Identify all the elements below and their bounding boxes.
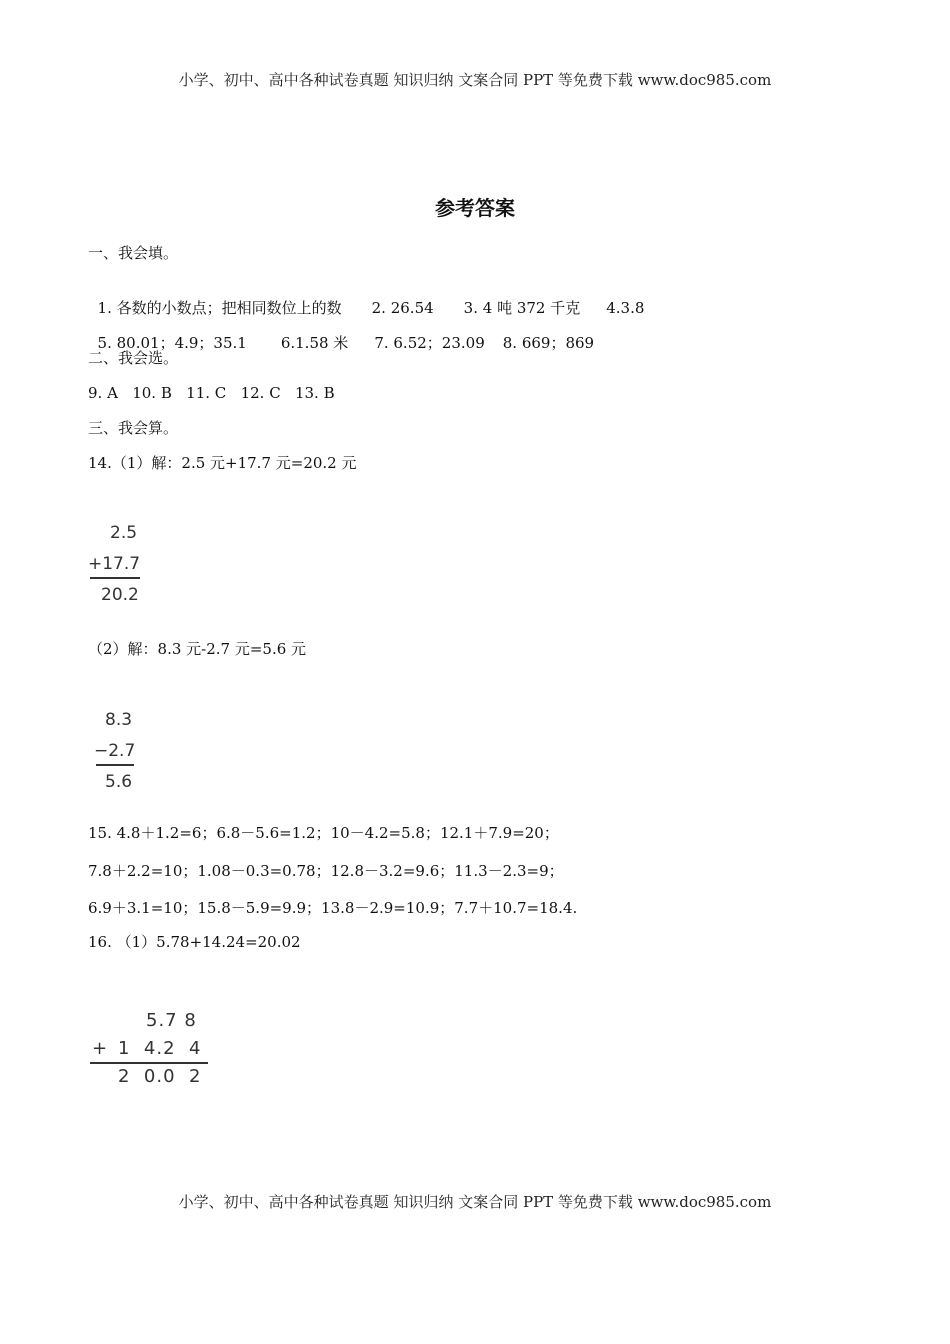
calc2-line (96, 764, 134, 766)
calc2-top: 8.3 (105, 710, 133, 730)
calc3-top: 5.7 8 (146, 1010, 197, 1031)
calc3-mid: 1 4.2 4 (118, 1038, 202, 1059)
answer-8: 8. 669；869 (502, 334, 595, 352)
fill-answers-line-2 (88, 313, 594, 353)
answer-4: 4.3.8 (606, 299, 645, 317)
question-15-line-1: 15. 4.8＋1.2=6；6.8－5.6=1.2；10－4.2=5.8；12.1＋7.9=20； (88, 824, 559, 842)
answer-3: 3. 4 吨 372 千克 (463, 299, 581, 317)
question-14-part-1: 14.（1）解：2.5 元+17.7 元=20.2 元 (88, 454, 357, 472)
vertical-addition-3 (88, 1010, 218, 1090)
page-title: 参考答案 (435, 196, 515, 220)
section-heading-fill: 一、我会填。 (88, 244, 179, 262)
vertical-subtraction-2 (88, 710, 158, 800)
answer-7: 7. 6.52；23.09 (374, 334, 485, 352)
calc1-top: 2.5 (110, 523, 138, 543)
calc1-result: 20.2 (101, 585, 139, 605)
page-header: 小学、初中、高中各种试卷真题 知识归纳 文案合同 PPT 等免费下载 www.doc985.com (178, 71, 772, 89)
calc1-mid: +17.7 (88, 554, 141, 574)
calc2-result: 5.6 (105, 772, 133, 792)
choose-answers: 9. A 10. B 11. C 12. C 13. B (88, 384, 335, 402)
question-16-part-1: 16. （1）5.78+14.24=20.02 (88, 933, 301, 951)
fill-answers-line-1 (88, 278, 644, 318)
question-15-line-2: 7.8＋2.2=10；1.08－0.3=0.78；12.8－3.2=9.6；11.3－2.3=9； (88, 862, 564, 880)
calc3-line (90, 1062, 208, 1064)
answer-6: 6.1.58 米 (280, 334, 349, 352)
vertical-addition-1 (88, 523, 158, 613)
answer-1: 1. 各数的小数点；把相同数位上的数 (97, 299, 342, 317)
calc3-result: 2 0.0 2 (118, 1066, 202, 1087)
calc3-sign: + (92, 1038, 109, 1059)
question-14-part-2: （2）解：8.3 元-2.7 元=5.6 元 (88, 640, 307, 658)
section-heading-calculate: 三、我会算。 (88, 419, 179, 437)
section-heading-choose: 二、我会选。 (88, 349, 179, 367)
calc1-line (90, 577, 140, 579)
question-15-line-3: 6.9＋3.1=10；15.8－5.9=9.9；13.8－2.9=10.9；7.7＋10.7=18.4. (88, 899, 578, 917)
answer-2: 2. 26.54 (371, 299, 434, 317)
calc2-mid: −2.7 (94, 741, 136, 761)
answer-5: 5. 80.01；4.9；35.1 (97, 334, 247, 352)
page-footer: 小学、初中、高中各种试卷真题 知识归纳 文案合同 PPT 等免费下载 www.doc985.com (178, 1193, 772, 1211)
